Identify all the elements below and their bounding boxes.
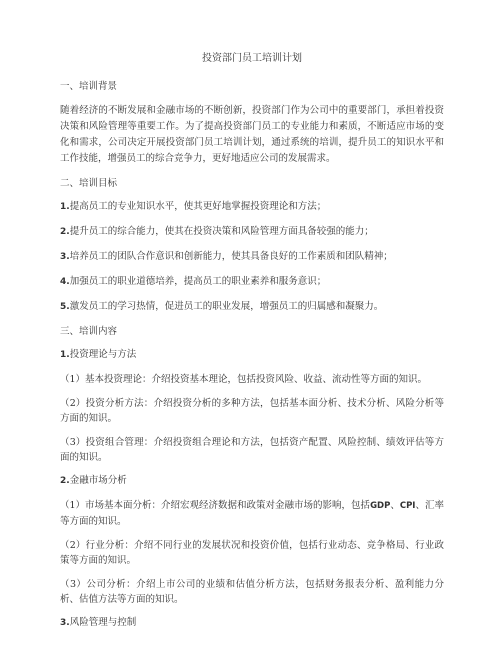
goal-text: 提高员工的专业知识水平，使其更好地掌握投资理论和方法； <box>69 201 327 212</box>
section-heading-goals: 二、培训目标 <box>60 178 118 189</box>
goal-number: 5. <box>60 302 70 312</box>
topic-title: 投资理论与方法 <box>69 349 137 360</box>
gdp-term: GDP <box>370 501 391 511</box>
goal-text: 培养员工的团队合作意识和创新能力，使其具备良好的工作素质和团队精神； <box>69 251 393 262</box>
goal-item <box>60 275 444 289</box>
content-item <box>60 498 444 529</box>
section-heading-background: 一、培训背景 <box>60 81 118 92</box>
topic-heading-risk-management <box>60 616 444 630</box>
goal-number: 2. <box>60 227 70 237</box>
document-title: 投资部门员工培训计划 <box>202 53 302 64</box>
goal-item <box>60 225 444 239</box>
goal-text: 提升员工的综合能力，使其在投资决策和风险管理方面具备较强的能力； <box>69 226 374 237</box>
section-heading-content: 三、培训内容 <box>60 326 118 337</box>
content-item: （2）行业分析：介绍不同行业的发展状况和投资价值，包括行业动态、竞争格局、行业政策等方面的知识。 <box>60 540 444 566</box>
goal-item <box>60 300 444 314</box>
goal-number: 4. <box>60 277 70 287</box>
background-paragraph: 随着经济的不断发展和金融市场的不断创新，投资部门作为公司中的重要部门，承担着投资决策和风险管理等重要工作。为了提高投资部门员工的专业能力和素质，不断适应市场的变化和需求，公司决定开展投资部门员工培训计划，通过系统的培训，提升员工的知识水平和工作技能，增强员工的综合竞争力，更好地适应公司的发展需求。 <box>60 105 444 164</box>
topic-number: 2. <box>60 476 70 486</box>
topic-number: 1. <box>60 350 70 360</box>
content-item: （3）投资组合管理：介绍投资组合理论和方法，包括资产配置、风险控制、绩效评估等方面的知识。 <box>60 437 444 463</box>
topic-title: 金融市场分析 <box>69 475 127 486</box>
content-text: 、汇率等方面的知识。 <box>60 500 444 527</box>
goal-number: 3. <box>60 252 70 262</box>
content-item: （3）公司分析：介绍上市公司的业绩和估值分析方法，包括财务报表分析、盈利能力分析、估值方法等方面的知识。 <box>60 579 444 605</box>
content-item: （1）基本投资理论：介绍投资基本理论，包括投资风险、收益、流动性等方面的知识。 <box>60 374 428 385</box>
topic-heading-market-analysis <box>60 474 444 488</box>
document-page <box>60 52 444 640</box>
goal-text: 加强员工的职业道德培养，提高员工的职业素养和服务意识； <box>69 276 327 287</box>
topic-number: 3. <box>60 618 70 628</box>
goal-text: 激发员工的学习热情，促进员工的职业发展，增强员工的归属感和凝聚力。 <box>69 301 384 312</box>
cpi-term: CPI <box>399 501 416 511</box>
content-text: （1）市场基本面分析：介绍宏观经济数据和政策对金融市场的影响，包括 <box>60 500 371 511</box>
topic-heading-investment-theory <box>60 348 444 362</box>
goal-number: 1. <box>60 202 70 212</box>
content-item: （2）投资分析方法：介绍投资分析的多种方法，包括基本面分析、技术分析、风险分析等方面的知识。 <box>60 398 444 424</box>
goal-item <box>60 200 444 214</box>
goal-item <box>60 250 444 264</box>
topic-title: 风险管理与控制 <box>69 617 137 628</box>
separator: 、 <box>390 500 400 511</box>
